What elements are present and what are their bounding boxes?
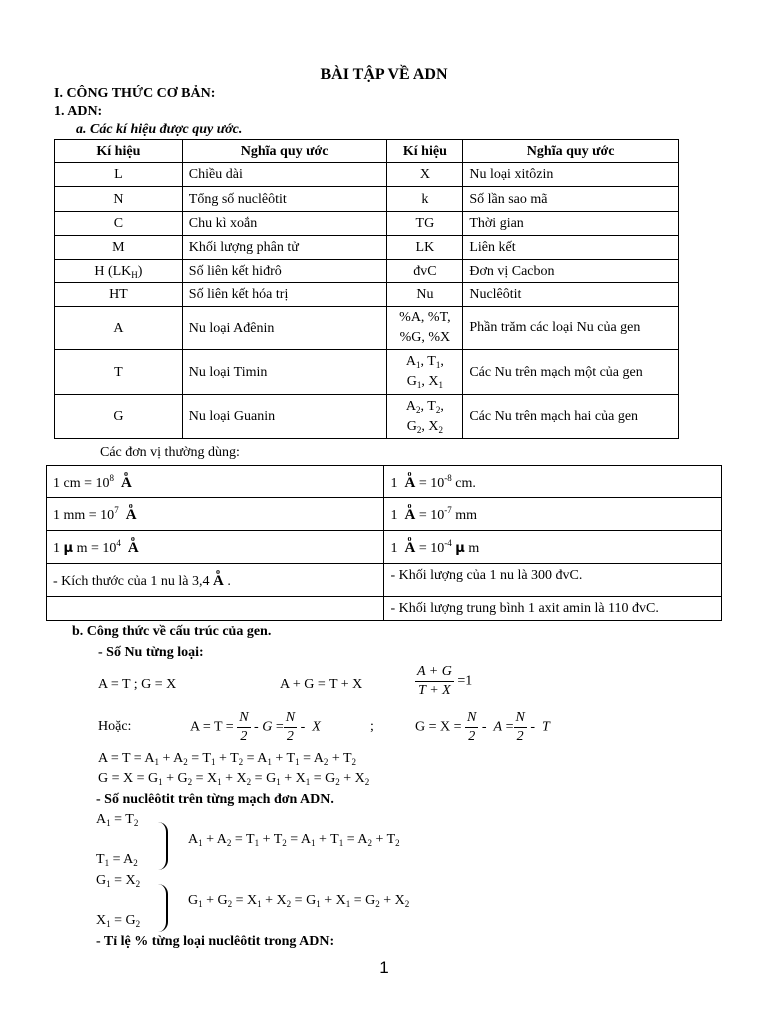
subsection-a-heading: a. Các kí hiệu được quy ước.	[76, 122, 243, 137]
formula-equal: A = T ; G = X	[98, 677, 177, 692]
meaning-cell: Số lần sao mã	[463, 187, 679, 212]
unit-angstrom-um: 1 o $A = 10^{-4}$ μ m	[384, 531, 722, 564]
unit-mm: 1 mm = $10^7$ o A	[47, 498, 384, 531]
meaning-cell: Số liên kết hiđrô	[182, 260, 387, 283]
meaning-cell: Phần trăm các loại Nu của gen	[463, 307, 679, 350]
symbol-cell: TG	[387, 212, 463, 236]
meaning-cell: Các Nu trên mạch hai của gen	[463, 395, 679, 439]
pair-g1-x2: $G_1 = X_2$	[96, 873, 141, 889]
table-row	[55, 283, 679, 307]
table-row	[55, 163, 679, 187]
unit-cm: 1 cm = $10^8$ o A	[47, 466, 384, 498]
symbol-cell: k	[387, 187, 463, 212]
header-symbol: Kí hiệu	[55, 140, 183, 163]
formula-at: A = T = $\frac{N}{2}$ - G = $\frac{N}{2}$ - X	[190, 710, 321, 744]
brace-icon	[158, 822, 168, 870]
table-row	[55, 260, 679, 283]
item-nu-each: - Số Nu từng loại:	[98, 645, 204, 660]
symbol-cell: $A_2$, $T_2$, $G_2$, $X_2$	[387, 395, 463, 439]
meaning-cell: Thời gian	[463, 212, 679, 236]
formula-or: Hoặc:	[98, 719, 132, 734]
symbols-table	[54, 139, 679, 439]
unit-micrometer: 1 μ $m = 10^4$ o A	[47, 531, 384, 564]
meaning-cell: Chiều dài	[182, 163, 387, 187]
header-meaning: Nghĩa quy ước	[182, 140, 387, 163]
meaning-cell: Chu kì xoắn	[182, 212, 387, 236]
symbol-cell: G	[55, 395, 183, 439]
pair-sum-a: $A_1 + A_2 = T_1 + T_2 = A_1 + T_1 = A_2 + T_2$	[188, 832, 400, 848]
pair-sum-g: $G_1 + G_2 = X_1 + X_2 = G_1 + X_1 = G_2 + X_2$	[188, 893, 410, 909]
table-row	[55, 350, 679, 395]
unit-angstrom-cm: 1 o $A = 10^{-8}$ cm.	[384, 466, 722, 498]
table-row	[55, 236, 679, 260]
symbol-cell: đvC	[387, 260, 463, 283]
symbol-cell: L	[55, 163, 183, 187]
table-row	[55, 395, 679, 439]
meaning-cell: Nu loại Guanin	[182, 395, 387, 439]
meaning-cell: Liên kết	[463, 236, 679, 260]
units-title: Các đơn vị thường dùng:	[100, 445, 240, 460]
subsection-b-heading: b. Công thức về cấu trúc của gen.	[72, 624, 272, 639]
meaning-cell: Nu loại xitôzin	[463, 163, 679, 187]
formula-separator: ;	[370, 719, 374, 734]
subsection-heading: 1. ADN:	[54, 104, 103, 119]
header-meaning: Nghĩa quy ước	[463, 140, 679, 163]
table-row	[55, 212, 679, 236]
symbol-cell: %A, %T, %G, %X	[387, 307, 463, 350]
formula-gx: G = X = $\frac{N}{2}$ - A = $\frac{N}{2}$ - T	[415, 710, 550, 744]
header-symbol: Kí hiệu	[387, 140, 463, 163]
meaning-cell: Các Nu trên mạch một của gen	[463, 350, 679, 395]
brace-icon	[158, 884, 168, 932]
formula-ratio: $\frac{A + G}{T + X}$ =1	[417, 664, 473, 698]
table-row	[55, 307, 679, 350]
pair-x1-g2: $X_1 = G_2$	[96, 913, 141, 929]
symbol-cell: M	[55, 236, 183, 260]
formula-line-a: $A = T = A_1 + A_2 = T_1 + T_2 = A_1 + T_1 = A_2 + T_2$	[98, 751, 357, 767]
formula-sum: A + G = T + X	[280, 677, 363, 692]
unit-angstrom-mm: 1 o $A = 10^{-7}$ mm	[384, 498, 722, 531]
unit-nu-size: - Kích thước của 1 nu là 3,4 o A .	[47, 564, 384, 597]
units-table	[46, 465, 722, 621]
symbol-cell: HT	[55, 283, 183, 307]
formula-line-g: $G = X = G_1 + G_2 = X_1 + X_2 = G_1 + X_1 = G_2 + X_2$	[98, 771, 370, 787]
symbol-cell: Nu	[387, 283, 463, 307]
symbol-cell: A	[55, 307, 183, 350]
symbol-cell: X	[387, 163, 463, 187]
table-row	[55, 187, 679, 212]
meaning-cell: Tổng số nuclêôtit	[182, 187, 387, 212]
item-percent: - Tỉ lệ % từng loại nuclêôtit trong ADN:	[96, 934, 335, 949]
meaning-cell: Đơn vị Cacbon	[463, 260, 679, 283]
symbol-cell: $A_1$, $T_1$, $G_1$, $X_1$	[387, 350, 463, 395]
item-strand: - Số nuclêôtit trên từng mạch đơn ADN.	[96, 792, 334, 807]
meaning-cell: Nu loại Ađênin	[182, 307, 387, 350]
pair-a1-t2: $A_1 = T_2$	[96, 812, 139, 828]
section-heading: I. CÔNG THỨC CƠ BẢN:	[54, 86, 216, 101]
unit-nu-mass: - Khối lượng của 1 nu là 300 đvC.	[384, 564, 722, 597]
page-number: 1	[379, 958, 389, 977]
meaning-cell: Nu loại Timin	[182, 350, 387, 395]
meaning-cell: Nuclêôtit	[463, 283, 679, 307]
meaning-cell: Số liên kết hóa trị	[182, 283, 387, 307]
meaning-cell: Khối lượng phân tử	[182, 236, 387, 260]
unit-aa-mass: - Khối lượng trung bình 1 axit amin là 110 đvC.	[384, 597, 722, 621]
symbol-cell: T	[55, 350, 183, 395]
pair-t1-a2: $T_1 = A_2$	[96, 852, 138, 868]
empty-cell	[47, 597, 384, 621]
page-title: BÀI TẬP VỀ ADN	[320, 66, 448, 83]
symbol-cell: C	[55, 212, 183, 236]
symbol-cell: LK	[387, 236, 463, 260]
symbol-cell: N	[55, 187, 183, 212]
symbol-cell: H $(LK_H)$	[55, 260, 183, 283]
